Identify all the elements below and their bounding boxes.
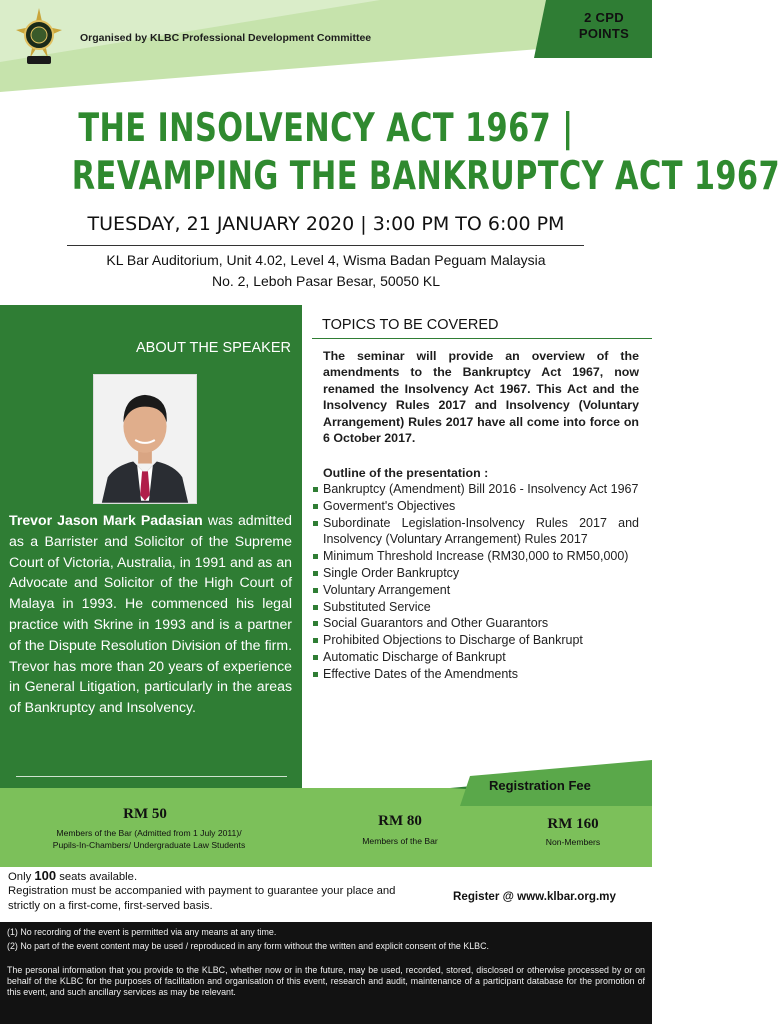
divider <box>67 245 584 246</box>
list-item <box>313 599 639 616</box>
outline-heading: Outline of the presentation : <box>323 466 489 480</box>
venue-line2: No. 2, Leboh Pasar Besar, 50050 KL <box>211 273 441 289</box>
organiser-text: Organised by KLBC Professional Development Committee <box>80 32 372 44</box>
fee-heading: Registration Fee <box>489 778 591 793</box>
speaker-name: Trevor Jason Mark Padasian <box>9 512 203 528</box>
list-item <box>313 666 639 683</box>
bullet-icon <box>313 588 318 593</box>
outline-list <box>313 481 639 683</box>
bullet-icon <box>313 621 318 626</box>
list-item <box>313 498 639 515</box>
list-item-label: Automatic Discharge of Bankrupt <box>323 649 506 664</box>
topics-heading: TOPICS TO BE COVERED <box>322 317 499 333</box>
fee-desc-2: Members of the Bar <box>362 836 438 846</box>
fee-desc-1 <box>4 828 294 851</box>
fee-price-2: RM 80 <box>378 813 422 829</box>
fee-desc-1-line1: Members of the Bar (Admitted from 1 July 2011)/ <box>56 828 242 838</box>
bullet-icon <box>313 554 318 559</box>
seats-prefix: Only <box>8 871 35 883</box>
venue-line1: KL Bar Auditorium, Unit 4.02, Level 4, Wisma Badan Peguam Malaysia <box>106 252 546 268</box>
registration-note: Registration must be accompanied with payment to guarantee your place and strictly on a first-come, first-served basis. <box>8 885 396 912</box>
list-item-label: Voluntary Arrangement <box>323 582 451 597</box>
fee-price-1: RM 50 <box>123 806 167 822</box>
fee-desc-1-line2: Pupils-In-Chambers/ Undergraduate Law Students <box>52 839 246 850</box>
cpd-points <box>560 10 648 42</box>
footer-note-2: (2) No part of the event content may be used / reproduced in any form without the written and explicit consent of the KLBC. <box>7 941 489 951</box>
list-item <box>313 548 639 565</box>
footer-note-1: (1) No recording of the event is permitted via any means at any time. <box>7 927 277 937</box>
cpd-line1: 2 CPD <box>584 10 624 25</box>
register-link[interactable]: Register @ www.klbar.org.my <box>453 890 616 903</box>
event-date-time: TUESDAY, 21 JANUARY 2020 | 3:00 PM TO 6:00 PM <box>87 213 565 235</box>
bullet-icon <box>313 504 318 509</box>
list-item <box>313 565 639 582</box>
list-item-label: Single Order Bankruptcy <box>323 565 460 580</box>
list-item <box>313 632 639 649</box>
fee-desc-3: Non-Members <box>545 837 601 847</box>
cpd-line2: POINTS <box>578 26 630 41</box>
bullet-icon <box>313 521 318 526</box>
seats-count: 100 <box>34 868 57 883</box>
speaker-heading: ABOUT THE SPEAKER <box>136 340 291 356</box>
list-item-label: Prohibited Objections to Discharge of Bankrupt <box>323 633 583 648</box>
bullet-icon <box>313 571 318 576</box>
footer-note-3: The personal information that you provide to the KLBC, whether now or in the future, may be used, recorded, stored, disclosed or otherwise processed by or on behalf of the KLBC for the purposes of facilitation and organisation of this event, research and audit, maintenance of a participant database for the promotion of this event, and such ancillary services as may be relevant. <box>7 965 645 998</box>
event-title-line1: THE INSOLVENCY ACT 1967 | <box>78 106 574 151</box>
list-item-label: Minimum Threshold Increase (RM30,000 to RM50,000) <box>323 549 629 564</box>
list-item-label: Effective Dates of the Amendments <box>323 666 519 681</box>
list-item-label: Substituted Service <box>323 599 431 614</box>
list-item-label: Bankruptcy (Amendment) Bill 2016 - Insolvency Act 1967 <box>323 482 639 496</box>
topics-divider <box>312 338 652 339</box>
list-item-label: Goverment's Objectives <box>323 498 456 513</box>
klbc-logo <box>14 8 64 70</box>
speaker-bio-text: was admitted as a Barrister and Solicitor of the Supreme Court of Victoria, Australia, in 1991 and as an Advocate and Solicitor of the High Court of Malaya in 1993. He commenced his legal practice with Skrine in 1993 and is a partner of the Dispute Resolution Division of the firm. Trevor has more than 20 years of experience in General Litigation, particularly in the areas of Bankruptcy and Insolvency. <box>9 512 293 716</box>
list-item <box>313 649 639 666</box>
seats-suffix: seats available. <box>56 871 138 883</box>
speaker-bio <box>9 510 292 718</box>
list-item-label: Subordinate Legislation-Insolvency Rules 2017 and Insolvency (Voluntary Arrangement) Rules 2017 <box>323 515 639 547</box>
bullet-icon <box>313 605 318 610</box>
seats-available <box>8 868 137 885</box>
list-item-label: Social Guarantors and Other Guarantors <box>323 616 549 631</box>
bullet-icon <box>313 638 318 643</box>
event-title-line2: REVAMPING THE BANKRUPTCY ACT 1967 <box>71 154 780 199</box>
bullet-icon <box>313 487 318 492</box>
list-item <box>313 615 639 632</box>
bullet-icon <box>313 655 318 660</box>
speaker-photo <box>93 374 197 504</box>
bullet-icon <box>313 672 318 677</box>
fee-price-3: RM 160 <box>547 816 599 832</box>
topics-intro: The seminar will provide an overview of the amendments to the Bankruptcy Act 1967, now renamed the Insolvency Act 1967. This Act and the Insolvency Rules 2017 and Insolvency (Voluntary Arrangement) Rules 2017 have all come into force on 6 October 2017. <box>323 349 639 446</box>
list-item <box>313 582 639 599</box>
list-item <box>313 481 639 498</box>
list-item <box>313 515 639 549</box>
